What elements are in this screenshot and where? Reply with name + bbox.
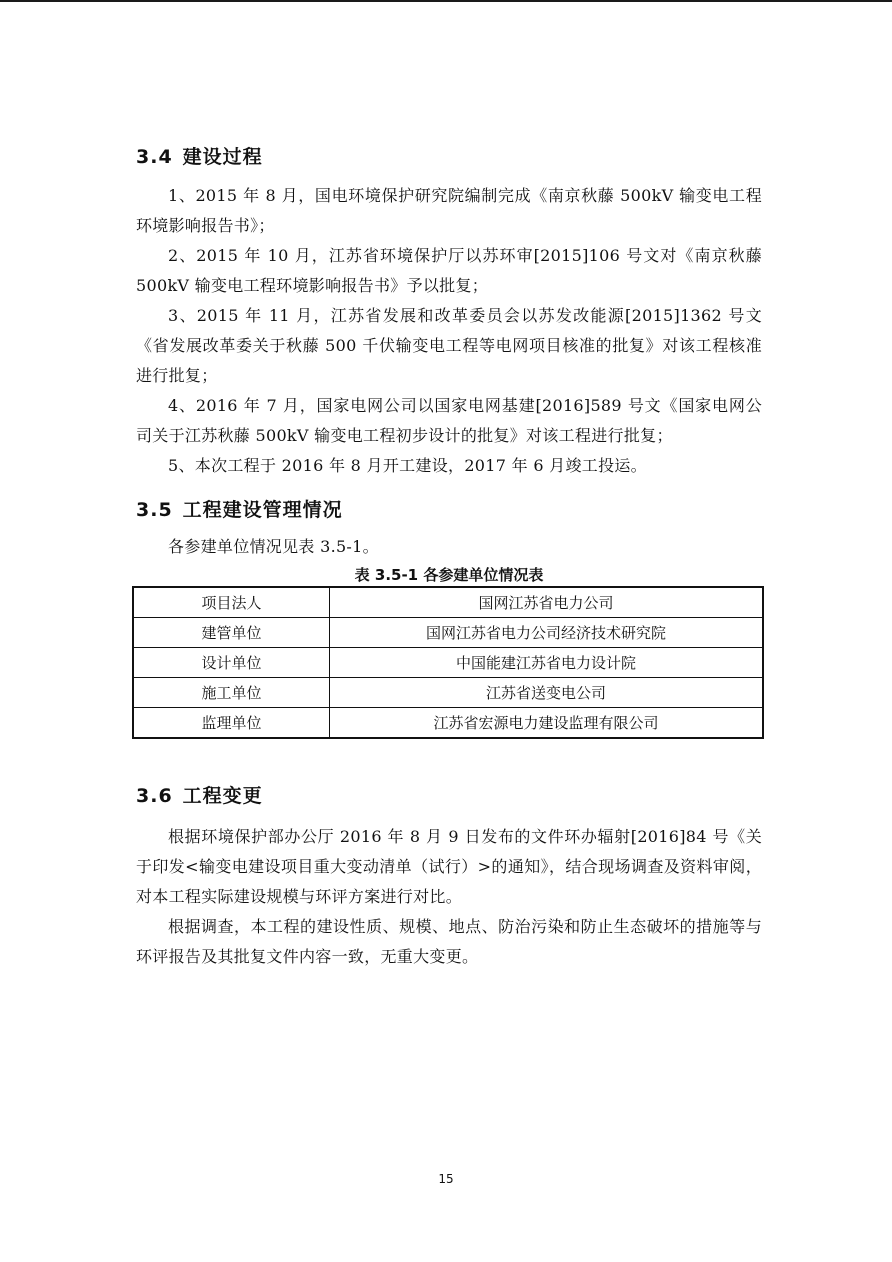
section-heading-3-5: [136, 495, 762, 522]
role-cell: 建管单位: [133, 618, 330, 648]
paragraph: 2、2015 年 10 月，江苏省环境保护厅以苏环审[2015]106 号文对《南京秋藤 500kV 输变电工程环境影响报告书》予以批复；: [136, 246, 762, 295]
table-caption: 表 3.5-1 各参建单位情况表: [354, 566, 544, 584]
role-cell: 设计单位: [133, 648, 330, 678]
page-number: 15: [438, 1172, 454, 1186]
paragraph: 5、本次工程于 2016 年 8 月开工建设，2017 年 6 月竣工投运。: [168, 456, 647, 475]
table-row: [133, 618, 763, 648]
unit-cell: 江苏省宏源电力建设监理有限公司: [330, 708, 764, 739]
unit-cell: 江苏省送变电公司: [330, 678, 764, 708]
section-title-text: 工程建设管理情况: [182, 499, 343, 521]
role-cell: 施工单位: [133, 678, 330, 708]
paragraph: 根据环境保护部办公厅 2016 年 8 月 9 日发布的文件环办辐射[2016]84 号《关于印发<输变电建设项目重大变动清单（试行）>的通知》，结合现场调查及资料审阅，对本工程实际建设规模与环评方案进行对比。: [136, 827, 762, 906]
table-row: [133, 648, 763, 678]
paragraph: 4、2016 年 7 月，国家电网公司以国家电网基建[2016]589 号文《国家电网公司关于江苏秋藤 500kV 输变电工程初步设计的批复》对该工程进行批复；: [136, 396, 762, 445]
section-number: 3.6: [136, 785, 173, 807]
section-heading-3-6: [136, 781, 762, 808]
section-title-text: 建设过程: [182, 146, 263, 168]
participating-units-table: [132, 586, 764, 739]
section-title-text: 工程变更: [182, 785, 263, 807]
document-body: [136, 142, 762, 972]
unit-cell: 国网江苏省电力公司: [330, 587, 764, 618]
section-number: 3.4: [136, 146, 173, 168]
top-border-line: [0, 0, 892, 2]
table-row: [133, 678, 763, 708]
role-cell: 项目法人: [133, 587, 330, 618]
unit-cell: 国网江苏省电力公司经济技术研究院: [330, 618, 764, 648]
paragraph: 3、2015 年 11 月，江苏省发展和改革委员会以苏发改能源[2015]1362 号文《省发展改革委关于秋藤 500 千伏输变电工程等电网项目核准的批复》对该工程核准进行批复；: [136, 306, 762, 385]
section-number: 3.5: [136, 499, 173, 521]
table-row: [133, 708, 763, 739]
section-heading-3-4: [136, 142, 762, 169]
unit-cell: 中国能建江苏省电力设计院: [330, 648, 764, 678]
table-row: [133, 587, 763, 618]
paragraph: 1、2015 年 8 月，国电环境保护研究院编制完成《南京秋藤 500kV 输变电工程环境影响报告书》；: [136, 186, 762, 235]
paragraph: 各参建单位情况见表 3.5-1。: [168, 537, 379, 556]
role-cell: 监理单位: [133, 708, 330, 739]
paragraph: 根据调查，本工程的建设性质、规模、地点、防治污染和防止生态破坏的措施等与环评报告及其批复文件内容一致，无重大变更。: [136, 917, 762, 966]
